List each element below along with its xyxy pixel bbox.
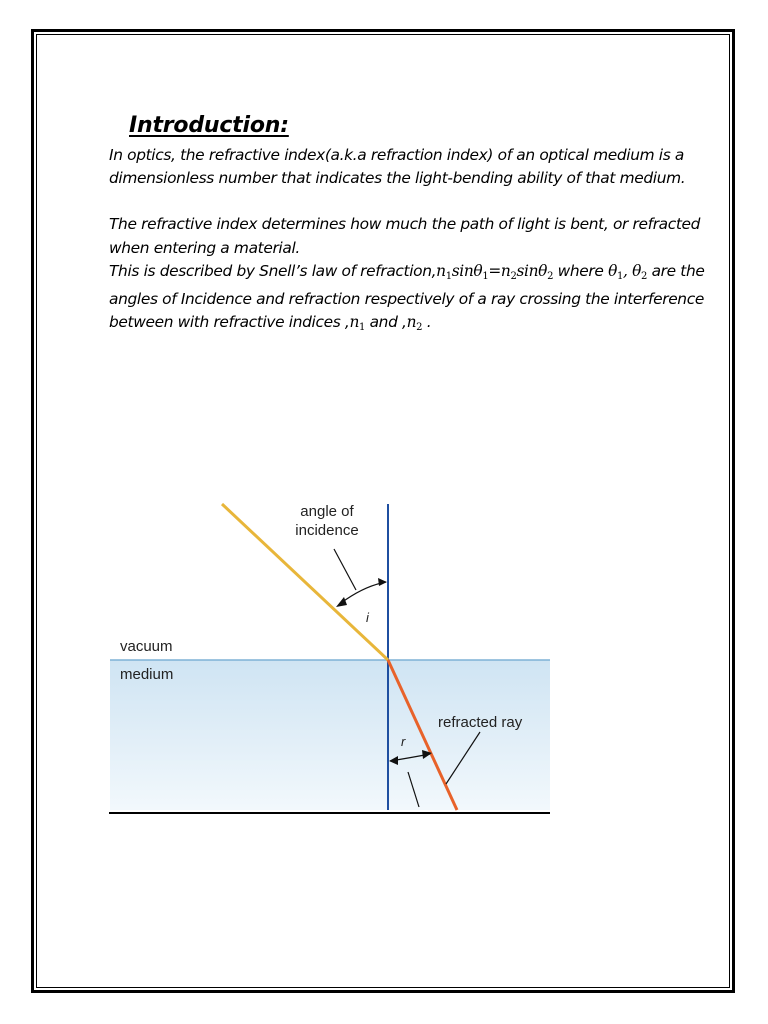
paragraph-1: In optics, the refractive index(a.k.a refraction index) of an optical medium is a dimensionless number that indicates the light-bending ability of that medium. <box>109 146 686 188</box>
angle-of-incidence-label-line-1: angle of <box>300 503 354 520</box>
refraction-diagram <box>108 500 553 820</box>
n2-symbol: $n_2$ <box>406 313 423 334</box>
theta-symbols: $\theta_1$, $\theta_2$ <box>608 261 648 282</box>
medium-region <box>110 660 550 810</box>
introduction-heading: Introduction: <box>129 113 289 138</box>
snell-equation: $n_1\sin\theta_1=n_2\sin\theta_2$ <box>436 261 554 282</box>
paragraph-2-line-1: The refractive index determines how much the path of light is bent, or refracted when entering a material. <box>109 215 701 257</box>
angle-i-arrowhead-right <box>378 578 387 586</box>
n1-symbol: $n_1$ <box>349 313 366 334</box>
angle-i-label: i <box>366 610 369 625</box>
paragraph-gap <box>109 190 709 213</box>
angle-of-incidence-pointer <box>334 549 356 590</box>
snell-intro: This is described by Snell’s law of refraction, <box>109 261 437 280</box>
vacuum-label: vacuum <box>120 638 173 655</box>
medium-label: medium <box>120 666 174 683</box>
refracted-ray-label: refracted ray <box>438 714 523 731</box>
introduction-body <box>109 144 709 339</box>
angle-i-arrowhead-left <box>336 597 347 607</box>
angle-r-label: r <box>401 734 406 749</box>
angle-of-incidence-label-line-2: incidence <box>295 522 359 539</box>
paragraph-2-line-2: This is described by Snell’s law of $refraction,n_1\sin\theta_1=n_2\sin\theta_2$ where $\theta_1$, $\theta_2$ are the angles of Incidence and refraction respectively of a ray crossing the interference between with refractive indices $,n_1$ and $,n_2$ . <box>109 261 705 334</box>
